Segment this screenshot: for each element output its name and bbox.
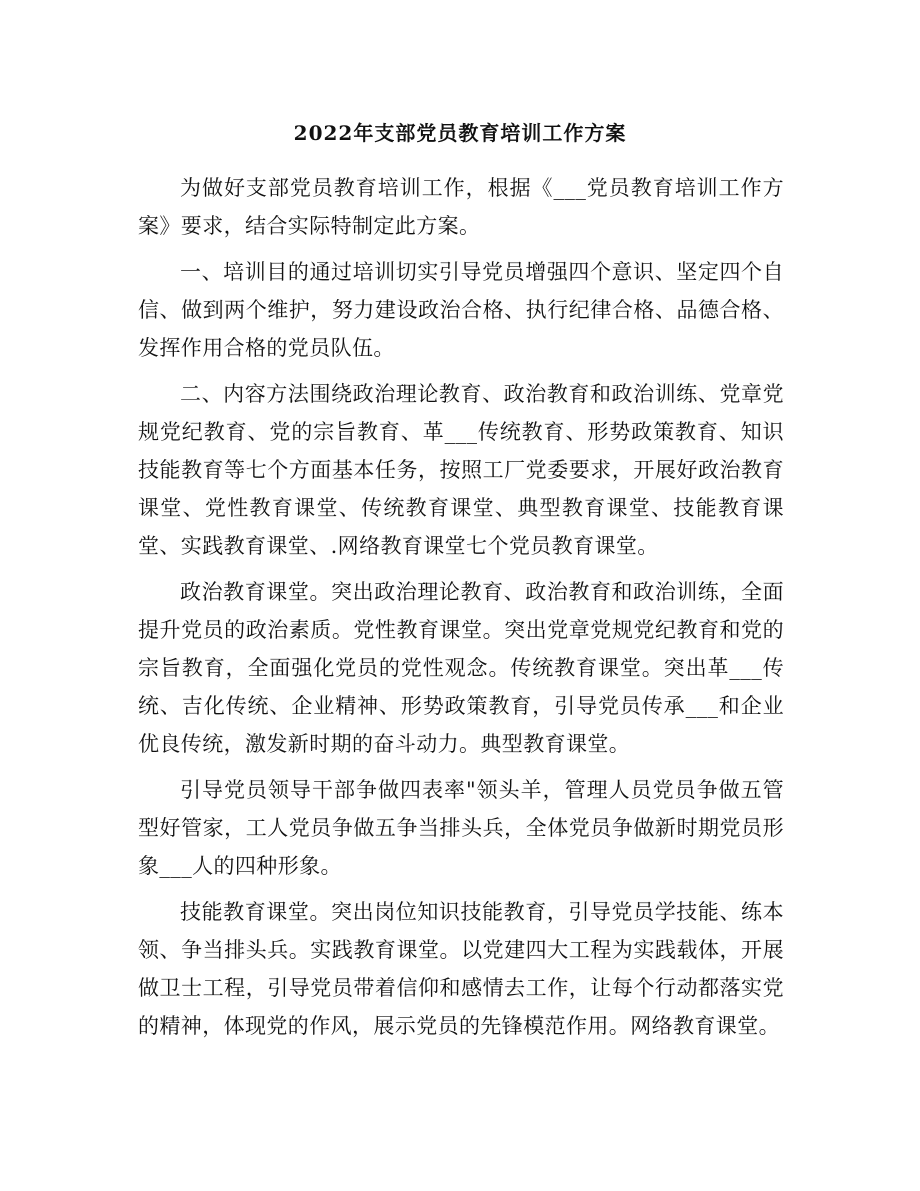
paragraph-skills-practice: 技能教育课堂。突出岗位知识技能教育，引导党员学技能、练本领、争当排头兵。实践教育课堂。以党建四大工程为实践载体，开展做卫士工程，引导党员带着信仰和感情去工作，让每个行动都落实党的精神，体现党的作风，展示党员的先锋模范作用。网络教育课堂。: [138, 900, 784, 1038]
paragraph-intro: 为做好支部党员教育培训工作，根据《___党员教育培训工作方案》要求，结合实际特制定此方案。: [138, 176, 784, 238]
paragraph-training-goal: 一、培训目的通过培训切实引导党员增强四个意识、坚定四个自信、做到两个维护，努力建设政治合格、执行纪律合格、品德合格、发挥作用合格的党员队伍。: [138, 260, 784, 360]
document-body: [138, 169, 784, 1053]
paragraph-content-method: 二、内容方法围绕政治理论教育、政治教育和政治训练、党章党规党纪教育、党的宗旨教育、革___传统教育、形势政策教育、知识技能教育等七个方面基本任务，按照工厂党委要求，开展好政治教育课堂、党性教育课堂、传统教育课堂、典型教育课堂、技能教育课堂、实践教育课堂、.网络教育课堂七个党员教育课堂。: [138, 382, 784, 558]
paragraph-guidance: 引导党员领导干部争做四表率"领头羊，管理人员党员争做五管型好管家，工人党员争做五争当排头兵，全体党员争做新时期党员形象___人的四种形象。: [138, 778, 784, 878]
paragraph-classrooms: 政治教育课堂。突出政治理论教育、政治教育和政治训练，全面提升党员的政治素质。党性教育课堂。突出党章党规党纪教育和党的宗旨教育，全面强化党员的党性观念。传统教育课堂。突出革___传统、吉化传统、企业精神、形势政策教育，引导党员传承___和企业优良传统，激发新时期的奋斗动力。典型教育课堂。: [138, 580, 784, 756]
document-title: 2022年支部党员教育培训工作方案: [293, 121, 627, 145]
